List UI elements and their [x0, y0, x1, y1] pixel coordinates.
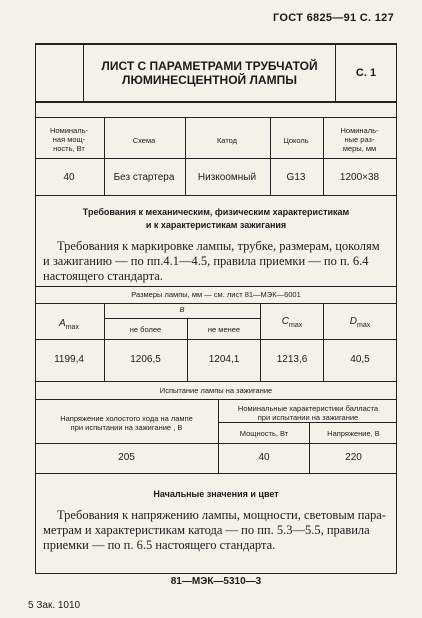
t2-header-line: [35, 339, 397, 340]
t2-cell-bmin: 1204,1: [208, 354, 240, 365]
t1-header-cathode: Катод: [216, 136, 238, 145]
table2-bottom: [35, 381, 397, 382]
sheet-page: С. 1: [355, 67, 377, 79]
t2-header-bmin: не менее: [207, 325, 241, 334]
t2-cmax-letter: C: [281, 316, 289, 327]
t2-header-dmax: [324, 316, 396, 329]
t2-col1: [104, 303, 105, 381]
t1-cell-power: 40: [63, 172, 75, 183]
sheet-title-line1: ЛИСТ С ПАРАМЕТРАМИ ТРУБЧАТОЙ: [101, 59, 318, 73]
t2-cell-dmax: 40,5: [350, 354, 370, 365]
t2-col2: [260, 303, 261, 381]
t2-title-line: [35, 303, 397, 304]
t1-header-power: Номиналь- ная мощ- ность, Вт: [49, 126, 89, 153]
section1-title-line2: и к характеристикам зажигания: [145, 220, 287, 230]
document-code: ГОСТ 6825—91 С. 127: [273, 12, 394, 24]
t1-header-size: Номиналь- ные раз- меры, мм: [340, 126, 379, 153]
table2-top: [35, 286, 397, 287]
t2-amax-letter: A: [59, 318, 66, 329]
table1-bottom: [35, 195, 397, 196]
para1-line1: Требования к маркировке лампы, трубке, размерам, цоколям: [57, 239, 380, 253]
sheet-title: [84, 59, 335, 87]
t1-cell-size: 1200×38: [339, 172, 380, 183]
t2-dmax-letter: D: [349, 316, 357, 327]
t3-header-voltage: Напряжение холостого хода на лампе при испытании на зажигание , В: [60, 414, 193, 432]
t2-amax-sub: max: [65, 324, 79, 331]
title-top-line: [35, 43, 397, 45]
t3-header-power: Мощность, Вт: [239, 429, 289, 438]
t2-header-cmax: [261, 316, 323, 329]
t1-cell-cap: G13: [286, 172, 306, 183]
t1-header-cap: Цоколь: [283, 136, 309, 145]
t2-header-amax: [35, 318, 103, 331]
sheet-code: 81—МЭК—5310—3: [170, 576, 262, 587]
t1-header-scheme: Схема: [132, 136, 156, 145]
t2-cell-bmax: 1206,5: [130, 354, 161, 365]
t2-cell-cmax: 1213,6: [276, 354, 308, 365]
t2-title: Размеры лампы, мм — см. лист 81—МЭК—6001: [131, 290, 301, 299]
t1-col2: [185, 117, 186, 195]
para1-line2: и зажиганию — по пп.4.1—4.5, правила приемки — по п. 6.4: [43, 254, 369, 268]
table1-top: [35, 117, 397, 118]
t2-cmax-sub: max: [289, 322, 303, 329]
t2-header-b: [104, 305, 260, 314]
sheet-title-line2: ЛЮМИНЕСЦЕНТНОЙ ЛАМПЫ: [122, 73, 297, 87]
t2-col3: [323, 303, 324, 381]
table1-header-line: [35, 158, 397, 159]
t1-col4: [323, 117, 324, 195]
t1-cell-scheme: Без стартера: [113, 172, 175, 183]
frame-bottom: [35, 573, 397, 574]
t3-subheader-line: [218, 422, 397, 423]
order-number: 5 Зак. 1010: [28, 600, 81, 611]
t2-dmax-sub: max: [357, 322, 371, 329]
t2-header-bmax: не более: [129, 325, 162, 334]
section2-title: Начальные значения и цвет: [153, 489, 279, 499]
t3-cell-voltage: 205: [118, 452, 135, 463]
t3-header-ballast: Номинальные характеристики балласта при испытании на зажигание: [237, 404, 379, 422]
t1-cell-cathode: Низкоомный: [197, 172, 257, 183]
paragraph-initial-values: [43, 508, 393, 553]
para1-line3: настоящего стандарта.: [43, 269, 163, 283]
t3-header-volt: Напряжение, В: [327, 429, 380, 438]
para2-line1: Требования к напряжению лампы, мощности, световым пара-: [57, 508, 386, 522]
para2-line2: метрам и характеристикам катода — по пп. 5.3—5.5, правила: [43, 523, 370, 537]
t2-b-letter: B: [179, 305, 185, 314]
t3-cell-power: 40: [258, 452, 270, 463]
para2-line3: приемки — по п. 6.5 настоящего стандарта.: [43, 538, 276, 552]
title-bottom-line: [35, 101, 397, 103]
paragraph-marking: [43, 239, 393, 284]
section1-title: [35, 206, 397, 232]
t3-title: Испытание лампы на зажигание: [159, 386, 273, 395]
t1-col3: [270, 117, 271, 195]
t2-cell-amax: 1199,4: [54, 354, 84, 365]
t3-title-line: [35, 399, 397, 400]
t2-b-line: [104, 318, 260, 319]
t3-cell-volt: 220: [345, 452, 362, 463]
t1-col1: [104, 117, 105, 195]
section1-title-line1: Требования к механическим, физическим характеристикам: [82, 207, 350, 217]
t3-header-line: [35, 443, 397, 444]
table3-bottom: [35, 473, 397, 474]
